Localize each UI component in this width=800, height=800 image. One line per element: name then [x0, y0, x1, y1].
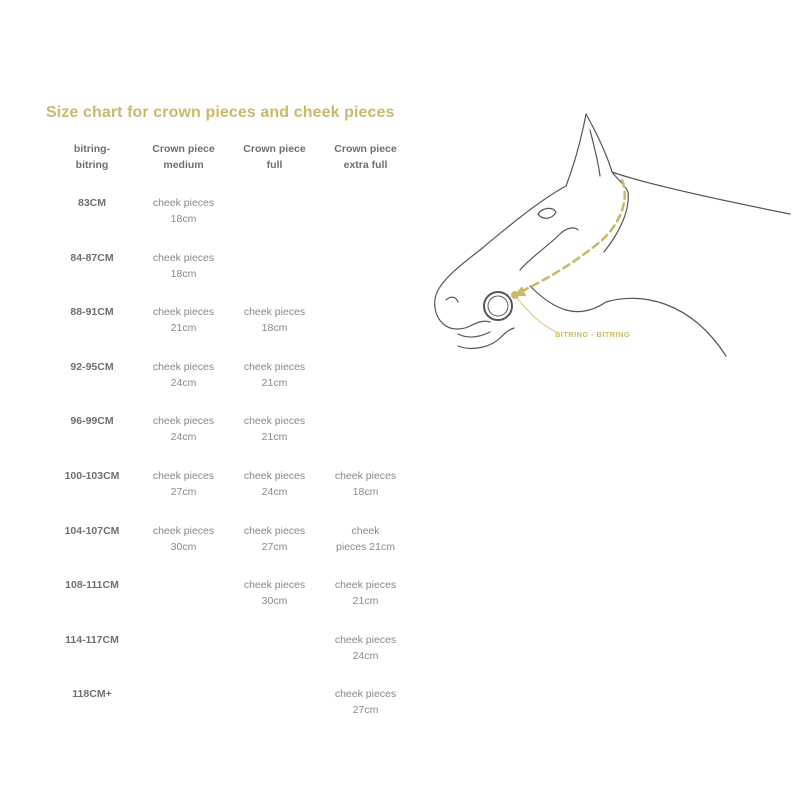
page-title: Size chart for crown pieces and cheek pieces — [46, 104, 395, 121]
measurement-path — [520, 180, 625, 292]
bitring-inner-icon — [488, 296, 508, 316]
header-crown-full: Crown piece full — [243, 143, 306, 171]
crown-extra-full-cell — [320, 304, 411, 359]
table-row — [46, 686, 411, 741]
size-cell: 104-107CM — [64, 524, 120, 537]
table-row — [46, 413, 411, 468]
crown-extra-full-cell: cheek pieces 21cm — [334, 579, 397, 608]
header-crown-medium: Crown piece medium — [152, 143, 215, 171]
crown-medium-cell: cheek pieces 24cm — [152, 360, 215, 389]
crown-full-cell: cheek pieces 21cm — [243, 415, 306, 444]
header-crown-extra-full: Crown piece extra full — [334, 143, 397, 171]
crown-medium-cell: cheek pieces 18cm — [152, 251, 215, 280]
size-cell: 100-103CM — [64, 469, 120, 482]
table-row — [46, 632, 411, 687]
mouth-line — [458, 332, 490, 337]
muzzle-line — [446, 321, 490, 329]
chin-line — [458, 328, 514, 348]
size-cell: 114-117CM — [65, 633, 119, 646]
header-bitring: bitring- bitring — [73, 143, 111, 171]
table-row — [46, 250, 411, 305]
crown-medium-cell: cheek pieces 21cm — [152, 306, 215, 335]
crown-full-cell — [229, 686, 320, 741]
crown-extra-full-cell — [320, 413, 411, 468]
face-front-line — [435, 186, 566, 326]
table-row — [46, 523, 411, 578]
crown-medium-cell: cheek pieces 27cm — [152, 469, 215, 498]
crown-medium-cell — [138, 577, 229, 632]
crown-medium-cell — [138, 632, 229, 687]
crown-full-cell — [229, 250, 320, 305]
crown-extra-full-cell — [320, 250, 411, 305]
table-row — [46, 359, 411, 414]
table-row — [46, 195, 411, 250]
crown-full-cell: cheek pieces 18cm — [243, 306, 306, 335]
crown-full-cell: cheek pieces 24cm — [243, 469, 306, 498]
crown-full-cell: cheek pieces 21cm — [243, 360, 306, 389]
crown-full-cell — [229, 195, 320, 250]
crown-medium-cell: cheek pieces 30cm — [152, 524, 215, 553]
table-row — [46, 304, 411, 359]
crown-medium-cell: cheek pieces 24cm — [152, 415, 215, 444]
crown-extra-full-cell: cheek pieces 27cm — [334, 688, 397, 717]
table-row — [46, 577, 411, 632]
crown-medium-cell — [138, 686, 229, 741]
crown-extra-full-cell: cheek pieces 18cm — [334, 469, 397, 498]
bitring-label: BITRING - BITRING — [555, 330, 631, 339]
size-cell: 84-87CM — [70, 251, 114, 264]
label-leader-line — [515, 295, 556, 332]
size-chart-table — [46, 141, 411, 741]
jaw-line — [530, 286, 606, 312]
nostril-line — [446, 297, 458, 302]
eye-outline — [538, 208, 556, 218]
size-cell: 88-91CM — [70, 306, 114, 319]
crown-full-cell — [229, 632, 320, 687]
crown-extra-full-cell: cheek pieces 24cm — [334, 633, 397, 662]
size-cell: 118CM+ — [72, 688, 112, 701]
size-cell: 96-99CM — [70, 415, 114, 428]
neck-top-line — [612, 172, 790, 214]
size-cell: 108-111CM — [65, 579, 119, 592]
crown-extra-full-cell: cheek pieces 21cm — [336, 524, 395, 553]
table-header-row — [46, 141, 411, 195]
ear-outline — [566, 114, 612, 186]
size-cell: 83CM — [77, 197, 106, 209]
crown-extra-full-cell — [320, 195, 411, 250]
throat-line — [606, 298, 726, 356]
crown-full-cell: cheek pieces 30cm — [243, 579, 306, 608]
crown-medium-cell: cheek pieces 18cm — [152, 197, 215, 225]
table-row — [46, 468, 411, 523]
crown-extra-full-cell — [320, 359, 411, 414]
size-cell: 92-95CM — [70, 360, 114, 373]
crown-full-cell: cheek pieces 27cm — [243, 524, 306, 553]
